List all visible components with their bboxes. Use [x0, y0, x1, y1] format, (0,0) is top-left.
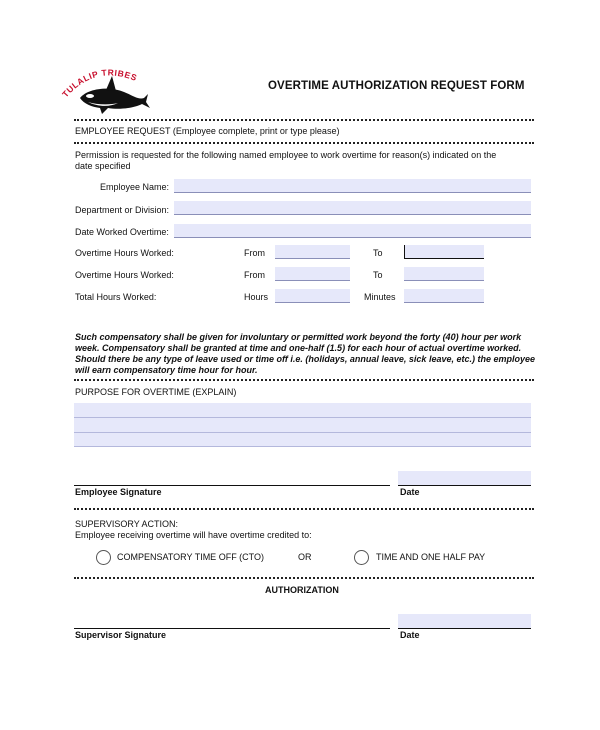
- date-worked-label: Date Worked Overtime:: [75, 227, 169, 237]
- supervisor-date-field[interactable]: [398, 614, 531, 629]
- supervisory-heading: SUPERVISORY ACTION:: [75, 519, 179, 529]
- to-label-1: To: [373, 248, 383, 258]
- permission-text-line1: Permission is requested for the following named employee to work overtime for reason(s) indicated on the: [75, 150, 497, 160]
- divider: [74, 119, 534, 121]
- form-title: OVERTIME AUTHORIZATION REQUEST FORM: [268, 80, 525, 92]
- divider: [74, 577, 534, 579]
- date-worked-field[interactable]: [174, 224, 531, 238]
- comp-text-line3: Should there be any type of leave used or time off i.e. (holidays, annual leave, sick leave, etc.) the employee: [75, 354, 535, 364]
- date-label-1: Date: [400, 487, 420, 497]
- comp-text-line4: will earn compensatory time hour for hour.: [75, 365, 258, 375]
- date-label-2: Date: [400, 630, 420, 640]
- purpose-heading: PURPOSE FOR OVERTIME (EXPLAIN): [75, 387, 237, 397]
- to-label-2: To: [373, 270, 383, 280]
- divider: [74, 142, 534, 144]
- from-field-1[interactable]: [275, 245, 350, 259]
- comp-text-line2: week. Compensatory shall be granted at time and one-half (1.5) for each hour of actual overtime worked.: [75, 343, 522, 353]
- employee-signature-label: Employee Signature: [75, 487, 162, 497]
- logo-text: TULALIP TRIBES: [60, 67, 139, 100]
- employee-signature-line[interactable]: [74, 485, 390, 486]
- orca-whale-logo-icon: [58, 64, 154, 116]
- hours-field[interactable]: [275, 289, 350, 303]
- department-field[interactable]: [174, 201, 531, 215]
- cto-radio[interactable]: [96, 550, 111, 565]
- employee-request-heading: EMPLOYEE REQUEST (Employee complete, print or type please): [75, 126, 340, 136]
- ot-hours-label-1: Overtime Hours Worked:: [75, 248, 174, 258]
- purpose-textarea[interactable]: [74, 403, 531, 447]
- or-text: OR: [298, 552, 312, 562]
- employee-date-field[interactable]: [398, 471, 531, 486]
- ot-hours-label-2: Overtime Hours Worked:: [75, 270, 174, 280]
- employee-name-label: Employee Name:: [100, 182, 170, 192]
- supervisor-signature-line[interactable]: [74, 628, 390, 629]
- comp-text-line1: Such compensatory shall be given for involuntary or permitted work beyond the forty (40) hour per work: [75, 332, 522, 342]
- to-field-2[interactable]: [404, 267, 484, 281]
- from-label-2: From: [244, 270, 265, 280]
- minutes-label: Minutes: [364, 292, 396, 302]
- time-half-radio[interactable]: [354, 550, 369, 565]
- minutes-field[interactable]: [404, 289, 484, 303]
- divider: [74, 508, 534, 510]
- total-hours-label: Total Hours Worked:: [75, 292, 157, 302]
- department-label: Department or Division:: [75, 205, 170, 215]
- from-label-1: From: [244, 248, 265, 258]
- hours-label: Hours: [244, 292, 269, 302]
- time-half-option-label: TIME AND ONE HALF PAY: [376, 552, 486, 562]
- authorization-heading: AUTHORIZATION: [265, 585, 339, 595]
- divider: [74, 379, 534, 381]
- permission-text-line2: date specified: [75, 161, 131, 171]
- employee-name-field[interactable]: [174, 179, 531, 193]
- from-field-2[interactable]: [275, 267, 350, 281]
- supervisory-subtext: Employee receiving overtime will have overtime credited to:: [75, 530, 312, 540]
- to-field-1[interactable]: [404, 245, 484, 259]
- supervisor-signature-label: Supervisor Signature: [75, 630, 167, 640]
- cto-option-label: COMPENSATORY TIME OFF (CTO): [117, 552, 265, 562]
- tribe-logo: [58, 64, 154, 116]
